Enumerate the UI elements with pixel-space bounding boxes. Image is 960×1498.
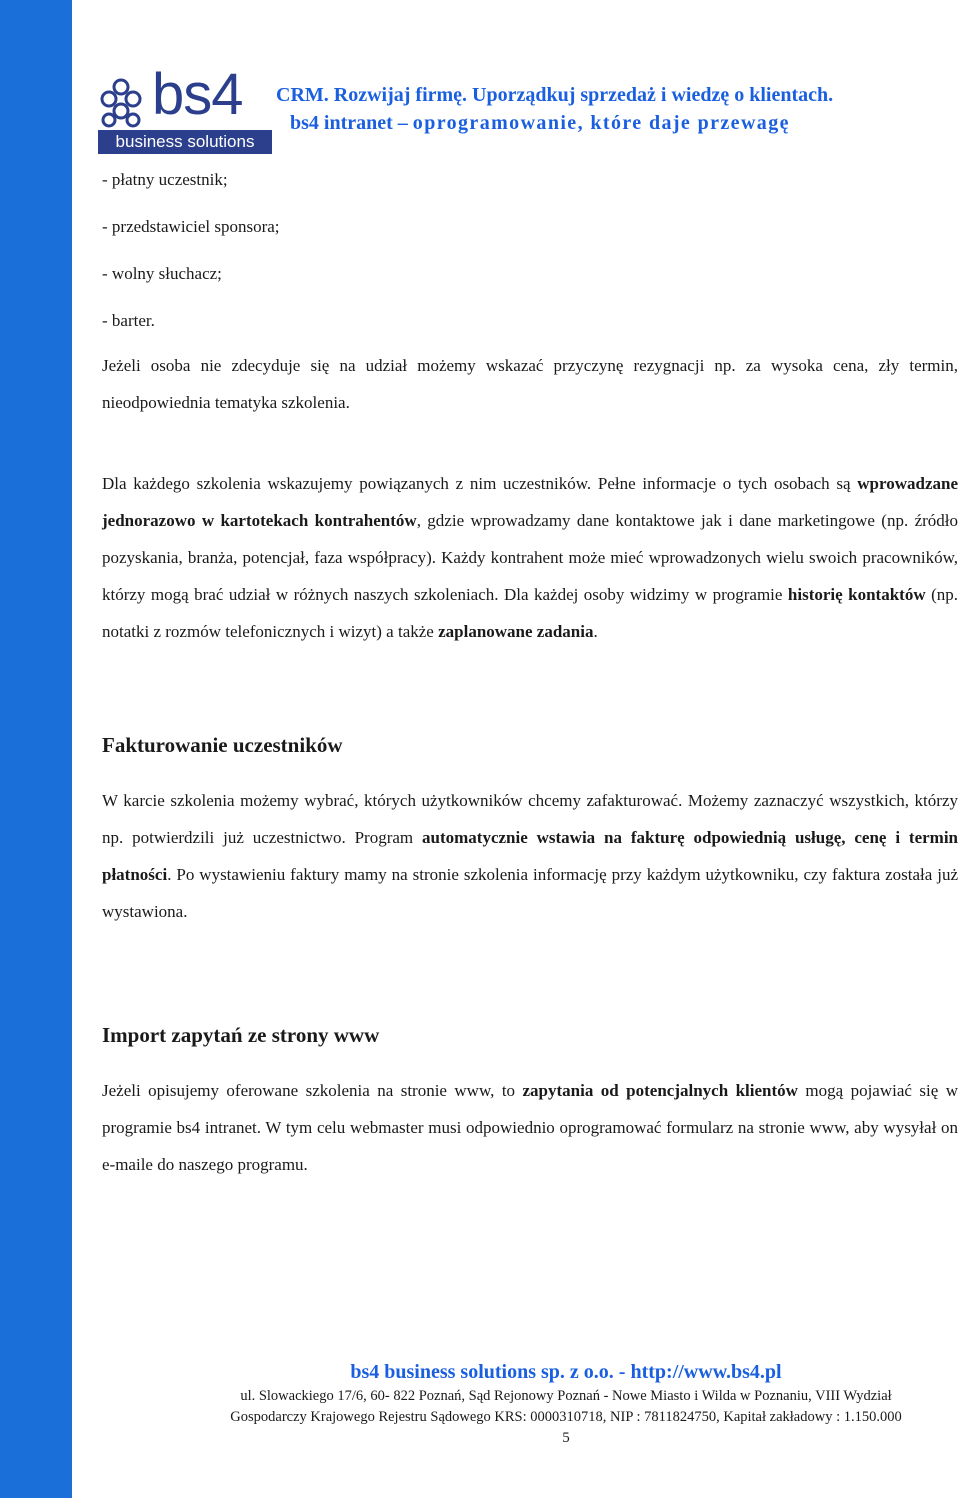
header-product-slogan: oprogramowanie, które daje przewagę — [412, 112, 790, 134]
paragraph-import: Jeżeli opisujemy oferowane szkolenia na stronie www, to zapytania od potencjalnych klientów mogą pojawiać się w programie bs4 intranet. W tym celu webmaster musi odpowiednio oprogramować formularz na stronie www, aby wysyłał on e-maile do naszego programu. — [102, 1081, 958, 1174]
page-number: 5 — [562, 1430, 570, 1446]
logo-wordmark: bs4 — [152, 62, 243, 127]
paragraph-participants: Dla każdego szkolenia wskazujemy powiązanych z nim uczestników. Pełne informacje o tych osobach są wprowadzane jednorazowo w kartotekach kontrahentów, gdzie wprowadzamy dane kontaktowe jak i dane marketingowe (np. źródło pozyskania, branża, potencjał, faza współpracy). Każdy kontrahent może mieć wprowadzonych wielu swoich pracowników, którzy mogą brać udział w różnych naszych szkoleniach. Dla każdej osoby widzimy w programie historię kontaktów (np. notatki z rozmów telefonicznych i wizyt) a także zaplanowane zadania. — [102, 474, 959, 641]
paragraph-invoicing: W karcie szkolenia możemy wybrać, których użytkowników chcemy zafakturować. Możemy zaznaczyć wszystkich, którzy np. potwierdzili już uczestnictwo. Program automatycznie wstawia na fakturę odpowiednią usługę, cenę i termin płatności. Po wystawieniu faktury mamy na stronie szkolenia informację przy każdym użytkowniku, czy faktura została już wystawiona. — [102, 791, 958, 921]
left-blue-margin-bar — [0, 0, 72, 1498]
section-heading-import: Import zapytań ze strony www — [102, 1023, 380, 1047]
page-footer — [72, 1358, 960, 1448]
bs4-logo — [98, 62, 272, 156]
list-item: - barter. — [102, 311, 155, 330]
footer-registry: Gospodarczy Krajowego Rejestru Sądowego KRS: 0000310718, NIP : 7811824750, Kapitał zakładowy : 1.150.000 — [230, 1409, 902, 1425]
document-body — [102, 168, 958, 1183]
list-item: - wolny słuchacz; — [102, 264, 222, 283]
paragraph-resignation: Jeżeli osoba nie zdecyduje się na udział możemy wskazać przyczynę rezygnacji np. za wysoka cena, zły termin, nieodpowiednia tematyka szkolenia. — [102, 356, 958, 412]
header-tagline: CRM. Rozwijaj firmę. Uporządkuj sprzedaż i wiedzę o klientach. — [276, 84, 834, 106]
list-item: - przedstawiciel sponsora; — [102, 217, 280, 236]
footer-company: bs4 business solutions sp. z o.o. - http://www.bs4.pl — [350, 1361, 782, 1383]
footer-address: ul. Slowackiego 17/6, 60- 822 Poznań, Sąd Rejonowy Poznań - Nowe Miasto i Wilda w Poznaniu, VIII Wydział — [240, 1388, 892, 1404]
list-item: - płatny uczestnik; — [102, 170, 228, 189]
hexagon-cluster-icon — [98, 78, 144, 128]
logo-subtitle: business solutions — [98, 130, 272, 154]
header-product-line — [290, 112, 790, 135]
header-product-name: bs4 intranet – — [290, 112, 413, 134]
section-heading-invoicing: Fakturowanie uczestników — [102, 733, 343, 757]
